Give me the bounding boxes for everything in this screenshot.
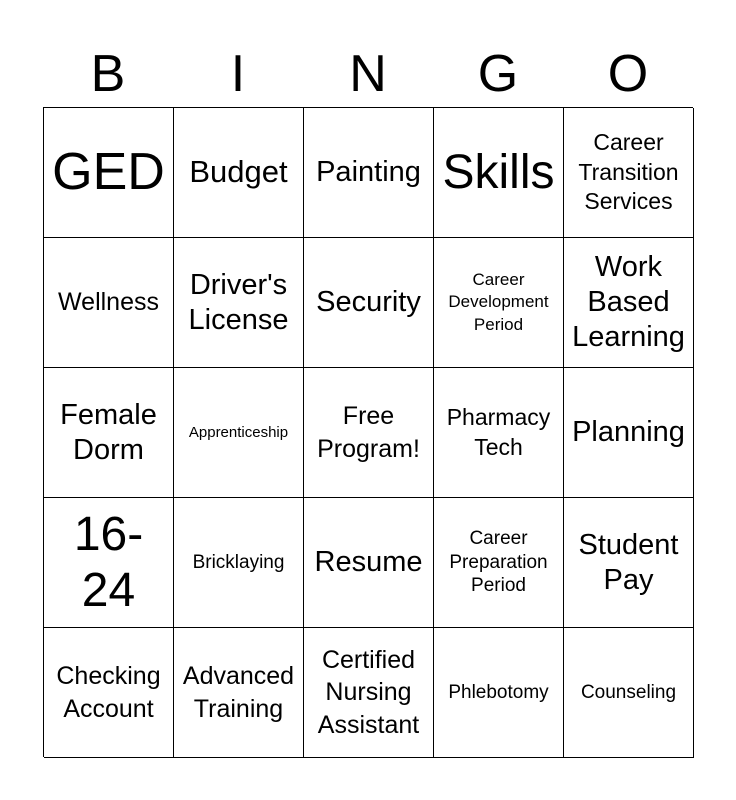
header-letter-b: B [90,45,126,103]
bingo-cell[interactable] [564,238,694,368]
bingo-cell[interactable] [174,108,304,238]
bingo-cell[interactable] [304,498,434,628]
bingo-cell[interactable] [564,368,694,498]
cell-label: Painting [316,156,421,189]
cell-label: Phlebotomy [448,681,549,703]
cell-label: Career Preparation Period [449,527,548,597]
bingo-cell[interactable] [304,628,434,758]
header-letter-o: O [607,45,649,103]
cell-label: Bricklaying [192,551,285,573]
cell-label: Career Development Period [448,270,549,334]
cell-label: Budget [189,154,288,190]
bingo-cell[interactable] [44,498,174,628]
bingo-cell[interactable] [304,238,434,368]
bingo-cell[interactable] [434,628,564,758]
bingo-cell[interactable] [44,628,174,758]
header-letter-i: I [230,45,246,103]
bingo-cell[interactable] [44,368,174,498]
cell-label: Free Program! [317,402,420,463]
cell-label: Wellness [58,288,159,317]
bingo-cell[interactable] [174,238,304,368]
bingo-cell[interactable] [434,108,564,238]
cell-label: Skills [442,145,555,199]
header-letter-n: N [349,45,387,103]
cell-label: Security [316,286,421,319]
bingo-header [43,40,693,108]
cell-label: Work Based Learning [572,251,685,353]
bingo-cell[interactable] [564,628,694,758]
bingo-cell[interactable] [174,628,304,758]
cell-label: Pharmacy Tech [446,403,551,460]
bingo-cell[interactable] [434,498,564,628]
cell-label: 16-24 [73,508,144,617]
cell-label: Certified Nursing Assistant [317,645,420,739]
cell-label: Driver's License [188,268,289,336]
header-letter-g: G [477,45,519,103]
bingo-cell[interactable] [44,108,174,238]
cell-label: Checking Account [56,662,161,723]
bingo-cell[interactable] [304,108,434,238]
bingo-cell[interactable] [434,368,564,498]
bingo-cell[interactable] [434,238,564,368]
cell-label: Resume [314,546,423,579]
bingo-cell[interactable] [174,498,304,628]
bingo-cell[interactable] [564,498,694,628]
bingo-cell[interactable] [564,108,694,238]
cell-label: GED [52,142,165,201]
bingo-cell[interactable] [44,238,174,368]
cell-label: Female Dorm [60,398,157,466]
cell-label: Planning [572,416,685,449]
bingo-grid [43,107,693,757]
bingo-cell[interactable] [174,368,304,498]
cell-label: Career Transition Services [578,128,679,215]
cell-label: Counseling [580,681,677,703]
bingo-cell[interactable] [304,368,434,498]
cell-label: Student Pay [578,528,679,596]
cell-label: Apprenticeship [188,423,289,441]
cell-label: Advanced Training [182,662,295,723]
